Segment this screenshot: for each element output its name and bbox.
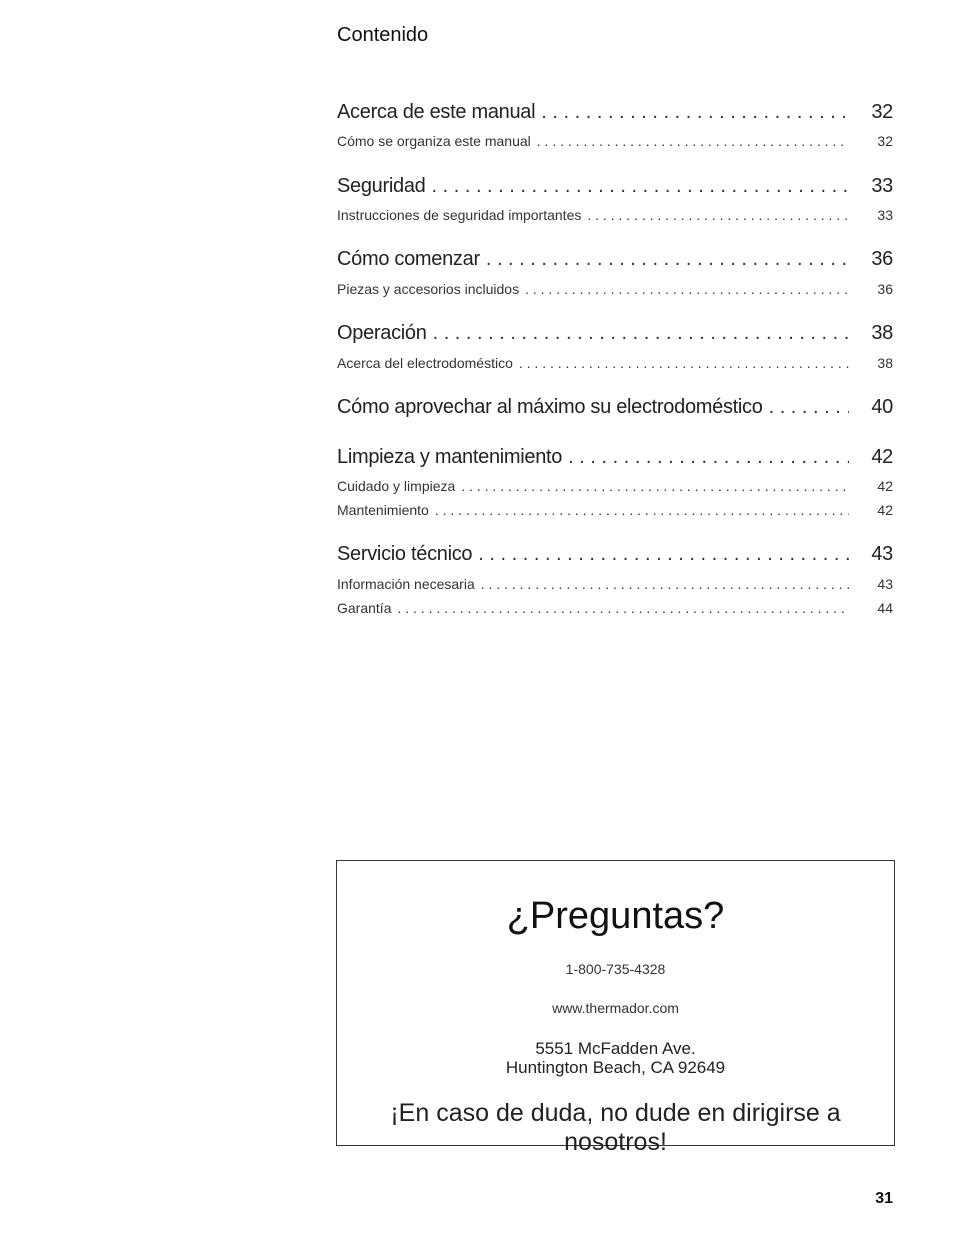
toc-entry-page: 43 — [871, 543, 893, 565]
address-line-2: Huntington Beach, CA 92649 — [505, 1058, 726, 1077]
dot-leader — [769, 396, 849, 419]
dot-leader — [433, 322, 849, 345]
toc-entry-title: Acerca de este manual — [337, 101, 536, 123]
dot-leader — [478, 543, 849, 566]
website-link[interactable]: www.thermador.com — [552, 1000, 679, 1016]
dot-leader — [397, 600, 849, 616]
toc-entry-page: 42 — [877, 502, 893, 518]
toc-entry[interactable] — [337, 396, 893, 419]
toc-entry[interactable] — [337, 101, 893, 124]
toc-entry-page: 42 — [871, 446, 893, 468]
toc-entry-page: 36 — [871, 248, 893, 270]
toc-entry[interactable] — [337, 543, 893, 566]
toc-entry-title: Cuidado y limpieza — [337, 478, 456, 494]
contact-heading: ¿Preguntas? — [506, 895, 725, 937]
toc-entry-page: 43 — [877, 576, 893, 592]
toc-entry-page: 42 — [877, 478, 893, 494]
toc-entry-page: 33 — [871, 175, 893, 197]
contact-tagline: ¡En caso de duda, no dude en dirigirse a nosotros! — [390, 1099, 841, 1156]
phone-number[interactable]: 1-800-735-4328 — [565, 961, 666, 977]
dot-leader — [481, 576, 849, 592]
dot-leader — [431, 175, 849, 198]
toc-entry[interactable] — [337, 322, 893, 345]
contact-box — [336, 860, 895, 1156]
page-title: Contenido — [337, 24, 429, 46]
dot-leader — [519, 355, 849, 371]
toc-entry-title: Servicio técnico — [337, 543, 473, 565]
dot-leader — [486, 248, 849, 271]
dot-leader — [525, 281, 849, 297]
toc-entry-page: 38 — [877, 355, 893, 371]
toc-entry-page: 40 — [871, 396, 893, 418]
toc-entry-page: 33 — [877, 207, 893, 223]
dot-leader — [461, 478, 849, 494]
toc-entry-page: 44 — [877, 600, 893, 616]
toc-entry[interactable] — [337, 446, 893, 469]
toc-entry[interactable] — [337, 175, 893, 198]
toc-subentry[interactable] — [337, 207, 893, 223]
toc-entry-title: Cómo se organiza este manual — [337, 133, 531, 149]
toc-entry-title: Información necesaria — [337, 576, 475, 592]
toc-entry-title: Piezas y accesorios incluidos — [337, 281, 520, 297]
toc-entry-title: Cómo comenzar — [337, 248, 480, 270]
toc-subentry[interactable] — [337, 281, 893, 297]
dot-leader — [587, 207, 849, 223]
toc-entry-title: Garantía — [337, 600, 392, 616]
toc-subentry[interactable] — [337, 600, 893, 616]
toc-entry-page: 32 — [877, 133, 893, 149]
toc-entry-title: Mantenimiento — [337, 502, 429, 518]
toc-entry-title: Seguridad — [337, 175, 426, 197]
toc-entry[interactable] — [337, 248, 893, 271]
toc-subentry[interactable] — [337, 576, 893, 592]
toc-entry-title: Cómo aprovechar al máximo su electrodoméstico — [337, 396, 763, 418]
dot-leader — [435, 502, 849, 518]
toc-subentry[interactable] — [337, 133, 893, 149]
toc-entry-title: Operación — [337, 322, 427, 344]
toc-entry-title: Limpieza y mantenimiento — [337, 446, 563, 468]
toc-entry-page: 36 — [877, 281, 893, 297]
toc-entry-title: Instrucciones de seguridad importantes — [337, 207, 582, 223]
toc-subentry[interactable] — [337, 478, 893, 494]
toc-entry-page: 38 — [871, 322, 893, 344]
toc-entry-title: Acerca del electrodoméstico — [337, 355, 513, 371]
toc-subentry[interactable] — [337, 355, 893, 371]
toc-subentry[interactable] — [337, 502, 893, 518]
toc-entry-page: 32 — [871, 101, 893, 123]
dot-leader — [537, 133, 849, 149]
address-line-1: 5551 McFadden Ave. — [535, 1039, 696, 1058]
page-number: 31 — [875, 1190, 893, 1207]
dot-leader — [541, 101, 849, 124]
dot-leader — [568, 446, 849, 469]
